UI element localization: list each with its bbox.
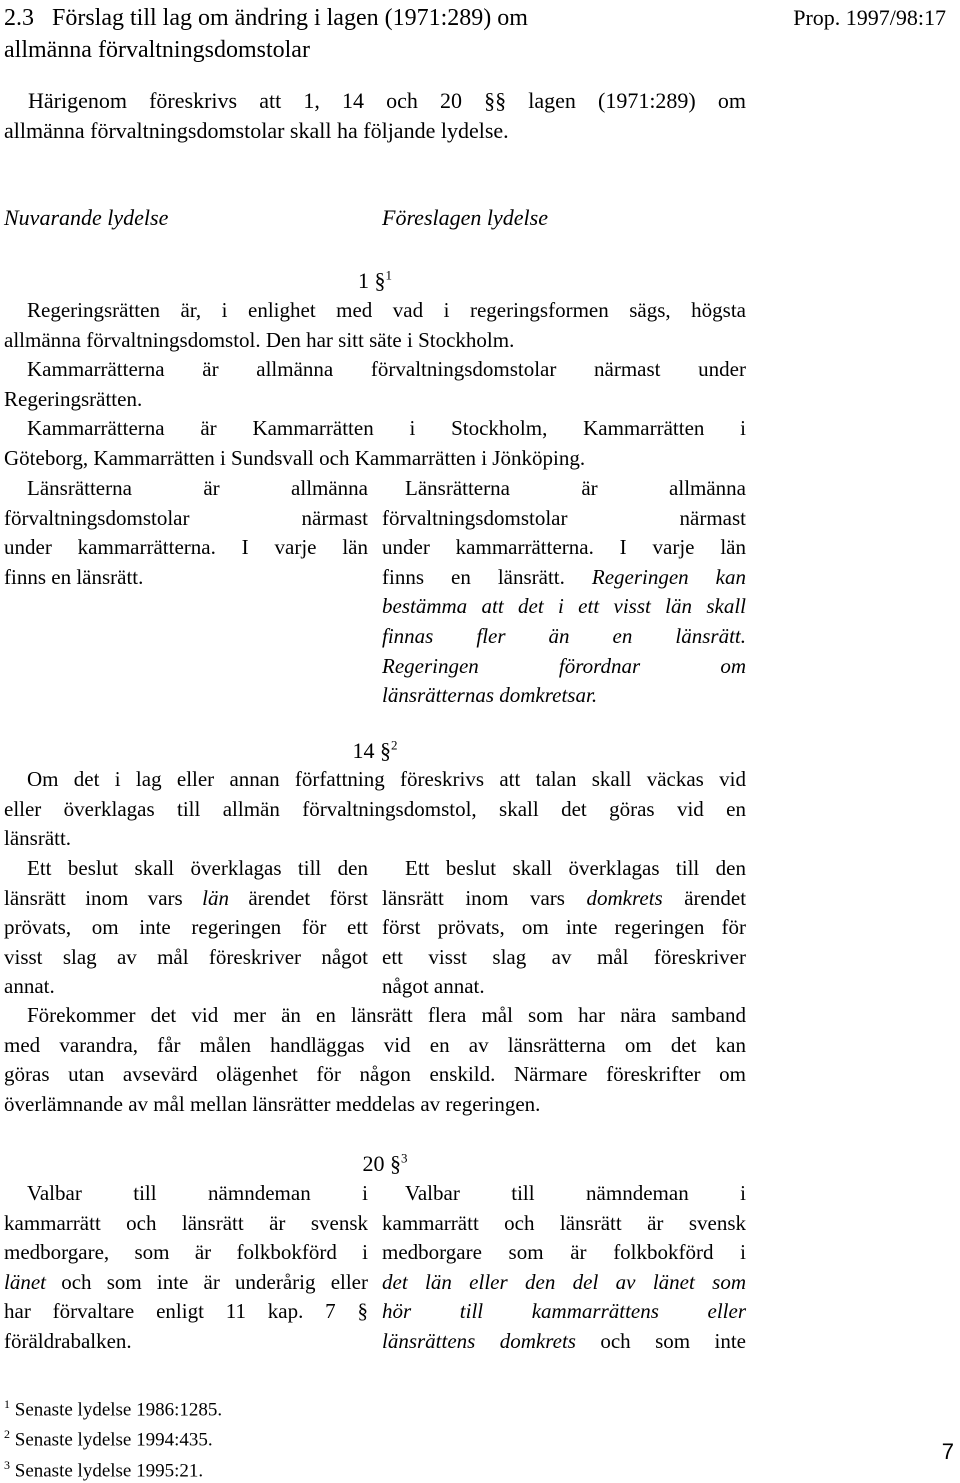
section-title-line-2: allmänna förvaltningsdomstolar: [4, 37, 310, 63]
sec14-p1-line-2: eller överklagas till allmän förvaltningsdomstol, skall det göras vid en: [4, 796, 746, 821]
sec1-right-line-7: Regeringen förordnar om: [382, 653, 746, 678]
footnote-3: [4, 1453, 504, 1483]
sec1-right-line-2: förvaltningsdomstolar närmast: [382, 505, 746, 530]
sec14-p1-line-3: länsrätt.: [4, 826, 72, 851]
section-title-line-1: 2.3 Förslag till lag om ändring i lagen (1971:289) om: [4, 5, 528, 31]
sec14-p3-line-4: överlämnande av mål mellan länsrätter meddelas av regeringen.: [4, 1091, 541, 1116]
sec1-right-column: [382, 474, 746, 711]
sec14-right-line-5: något annat.: [382, 974, 485, 999]
sec1-right-line-5: bestämma att det i ett visst län skall: [382, 594, 746, 619]
sec20-right-line-4: det län eller den del av länet som: [382, 1269, 746, 1294]
intro-line-1: Härigenom föreskrivs att 1, 14 och 20 §§ lagen (1971:289) om: [28, 88, 746, 113]
sec20-left-line-6: föräldrabalken.: [4, 1328, 132, 1353]
footnote-2: [4, 1422, 504, 1452]
sec14-p3-line-3: göras utan avsevärd olägenhet för någon enskild. Närmare föreskrifter om: [4, 1062, 746, 1087]
sec1-left-line-4: finns en länsrätt.: [4, 564, 144, 589]
footnote-ref-1: 1: [385, 267, 392, 283]
section-14-heading: [4, 736, 746, 766]
sec20-right-line-1: Valbar till nämndeman i: [405, 1181, 746, 1205]
sec14-right-line-2-b: ärendet: [684, 885, 747, 910]
sec14-left-line-2-b: ärendet först: [248, 885, 369, 910]
sec14-left-column: [4, 854, 368, 1002]
footnote-ref-2: 2: [391, 737, 398, 753]
sec1-p1-line-2: allmänna förvaltningsdomstol. Den har sitt säte i Stockholm.: [4, 327, 515, 352]
sec1-right-line-4-plain: finns en länsrätt.: [382, 564, 565, 589]
footnote-2-text: Senaste lydelse 1994:435.: [14, 1429, 213, 1451]
sec14-left-line-2: [4, 884, 368, 914]
sec1-left-column: [4, 474, 368, 592]
footnote-1-text: Senaste lydelse 1986:1285.: [14, 1399, 223, 1421]
sec20-right-line-5: hör till kammarrättens eller: [382, 1299, 746, 1324]
sec14-left-line-2-a: länsrätt inom vars: [4, 885, 183, 910]
sec20-right-line-6-italic: länsrättens domkrets: [382, 1328, 576, 1353]
sec14-p3-line-1: Förekommer det vid mer än en länsrätt flera mål som har nära samband: [27, 1003, 746, 1027]
sec1-right-line-4-italic: Regeringen kan: [591, 564, 746, 589]
sec1-p2-line-1: Kammarrätterna är allmänna förvaltningsdomstolar närmast under: [27, 357, 746, 382]
sec1-p3-line-2: Göteborg, Kammarrätten i Sundsvall och Kammarrätten i Jönköping.: [4, 445, 586, 470]
sec14-closing-text: [4, 1001, 746, 1119]
sec14-left-line-5: annat.: [4, 974, 55, 999]
sec14-right-line-2-a: länsrätt inom vars: [382, 885, 565, 910]
sec20-right-line-6-plain: och som inte: [600, 1328, 746, 1353]
section-title: [4, 2, 664, 66]
sec14-left-line-4: visst slag av mål föreskriver något: [4, 944, 368, 969]
sec20-left-line-2: kammarrätt och länsrätt är svensk: [4, 1210, 368, 1235]
sec20-left-line-4: [4, 1268, 368, 1298]
footnote-1: [4, 1392, 504, 1422]
sec20-right-line-2: kammarrätt och länsrätt är svensk: [382, 1210, 746, 1235]
intro-paragraph: [4, 86, 746, 145]
sec1-right-line-4: [382, 563, 746, 593]
footnote-2-number: 2: [4, 1427, 10, 1442]
sec14-right-line-1: Ett beslut skall överklagas till den: [405, 856, 746, 880]
intro-line-2: allmänna förvaltningsdomstolar skall ha följande lydelse.: [4, 117, 509, 143]
sec14-p3-line-2: med varandra, får målen handläggas vid en av länsrätterna om det kan: [4, 1032, 746, 1057]
sec20-left-column: [4, 1179, 368, 1357]
sec20-right-column: [382, 1179, 746, 1357]
sec14-left-line-3: prövats, om inte regeringen för ett: [4, 915, 368, 940]
sec14-right-line-2: [382, 884, 746, 914]
sec20-left-line-4-plain: och som inte är underårig eller: [61, 1269, 368, 1294]
footnote-ref-3: 3: [401, 1150, 408, 1166]
sec14-right-column: [382, 854, 746, 1002]
sec1-p2-line-2: Regeringsrätten.: [4, 386, 143, 411]
sec14-left-line-1: Ett beslut skall överklagas till den: [27, 856, 368, 880]
left-column-heading: Nuvarande lydelse: [4, 205, 169, 230]
section-20-label: 20 §: [362, 1151, 401, 1176]
sec14-right-line-3: först prövats, om inte regeringen för: [382, 915, 746, 940]
section-14-label: 14 §: [352, 738, 391, 763]
sec20-right-line-6: [382, 1327, 746, 1357]
sec1-left-line-3: under kammarrätterna. I varje län: [4, 535, 368, 560]
footnotes: [4, 1392, 504, 1483]
page-number: 7: [941, 1439, 954, 1464]
sec1-left-line-1: Länsrätterna är allmänna: [27, 476, 368, 500]
sec1-p3-line-1: Kammarrätterna är Kammarrätten i Stockholm, Kammarrätten i: [27, 416, 746, 441]
sec14-intro-text: [4, 765, 746, 854]
sec14-left-line-2-italic: län: [202, 885, 229, 910]
footnote-1-number: 1: [4, 1397, 10, 1411]
sec14-p1-line-1: Om det i lag eller annan författning föreskrivs att talan skall väckas vid: [27, 767, 746, 791]
sec1-right-line-8: länsrätternas domkretsar.: [382, 683, 598, 708]
footnote-3-text: Senaste lydelse 1995:21.: [14, 1459, 204, 1481]
sec20-left-line-1: Valbar till nämndeman i: [27, 1181, 368, 1205]
footnote-3-number: 3: [4, 1457, 10, 1472]
section-1-text: [4, 296, 746, 474]
sec1-right-line-6: finnas fler än en länsrätt.: [382, 623, 746, 648]
sec14-right-line-2-italic: domkrets: [586, 885, 663, 910]
sec1-left-line-2: förvaltningsdomstolar närmast: [4, 505, 368, 530]
sec1-p1-line-1: Regeringsrätten är, i enlighet med vad i regeringsformen sägs, högsta: [27, 298, 746, 322]
section-1-label: 1 §: [358, 268, 386, 293]
sec1-right-line-1: Länsrätterna är allmänna: [405, 476, 746, 500]
section-1-heading: [4, 266, 746, 296]
sec20-right-line-3: medborgare som är folkbokförd i: [382, 1240, 746, 1265]
sec14-right-line-4: ett visst slag av mål föreskriver: [382, 944, 746, 969]
sec1-right-line-3: under kammarrätterna. I varje län: [382, 535, 746, 560]
sec20-left-line-5: har förvaltare enligt 11 kap. 7 §: [4, 1299, 368, 1324]
prop-label: Prop. 1997/98:17: [793, 5, 946, 30]
sec20-left-line-4-italic: länet: [4, 1269, 46, 1294]
sec20-left-line-3: medborgare, som är folkbokförd i: [4, 1240, 368, 1265]
right-column-heading: Föreslagen lydelse: [382, 205, 548, 230]
section-20-heading: [4, 1149, 766, 1179]
